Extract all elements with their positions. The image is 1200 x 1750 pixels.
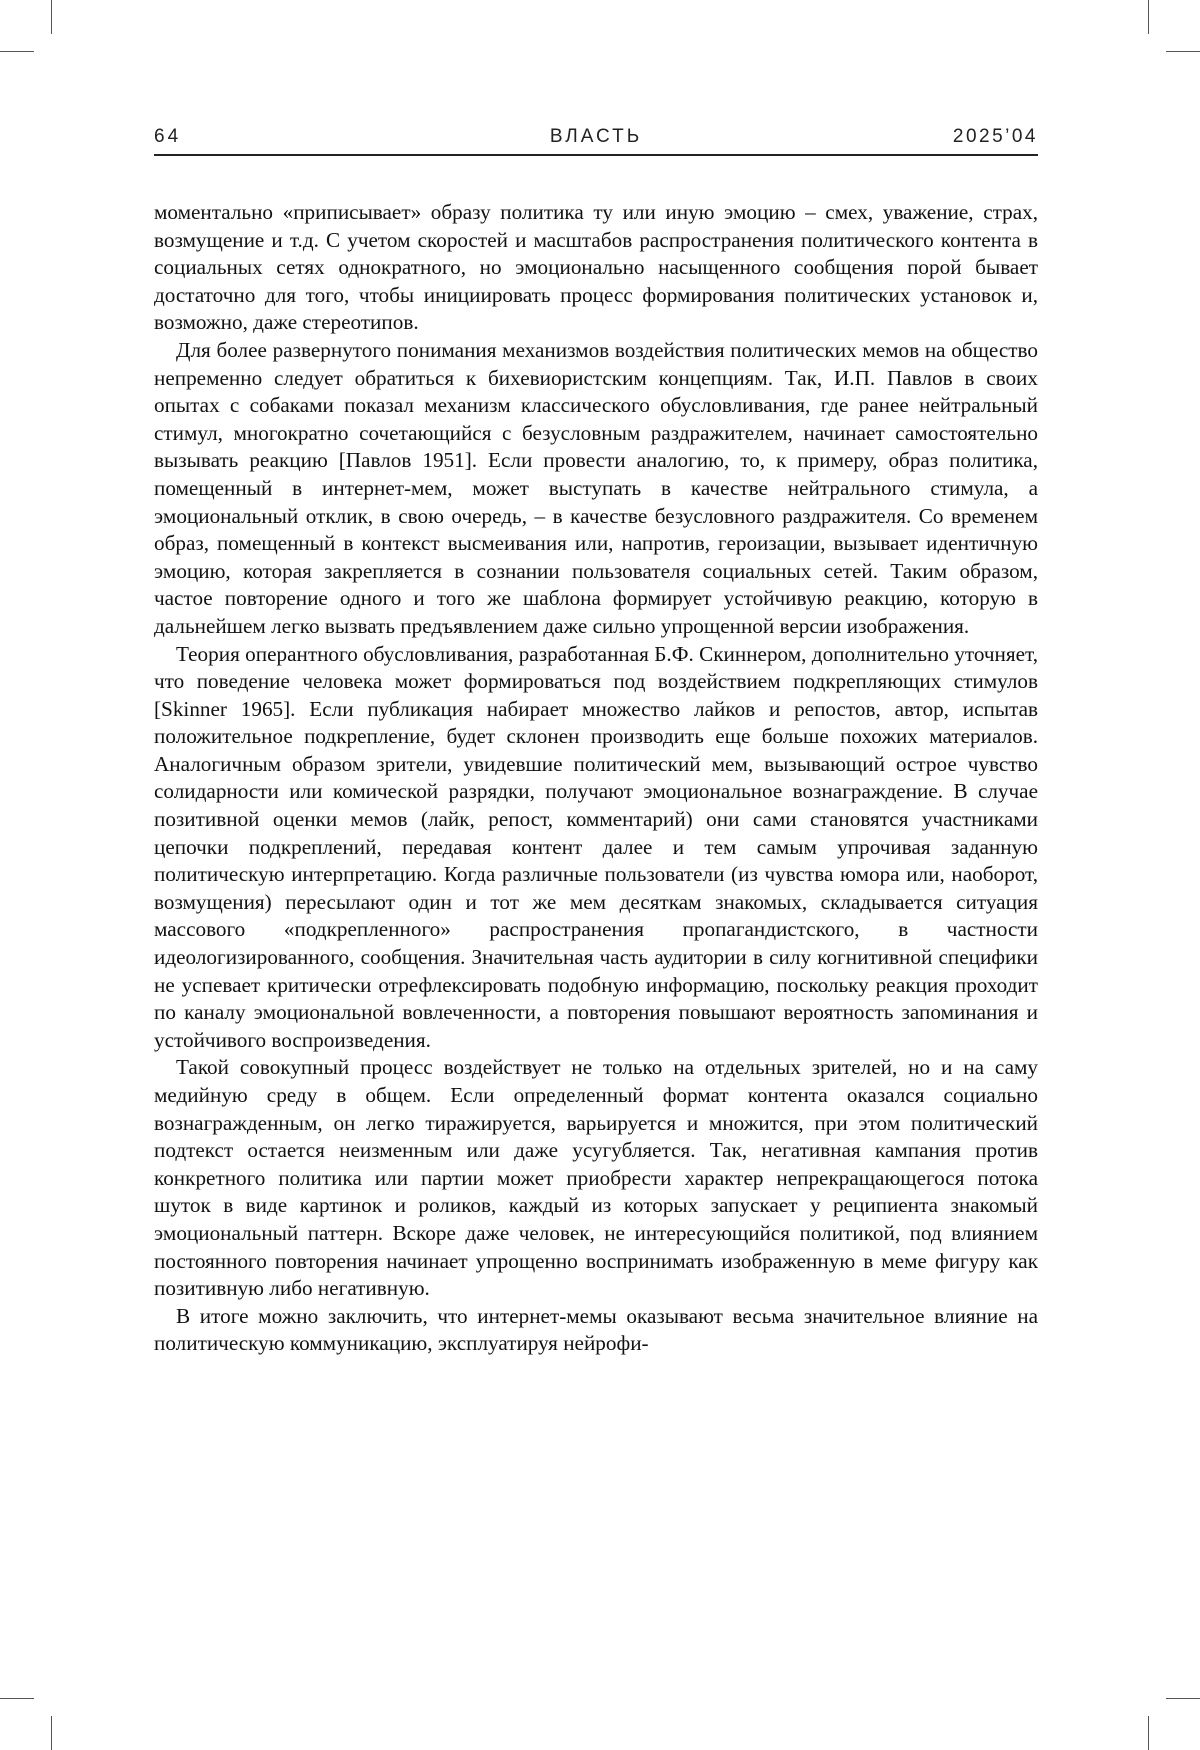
paragraph: Теория оперантного обусловливания, разработанная Б.Ф. Скиннером, дополнительно уточняет, что поведение человека может формироваться под воздействием подкрепляющих стимулов [Skinner 1965]. Если публикация набирает множество лайков и репостов, автор, испытав положительное подкрепление, будет склонен производить еще больше похожих материалов. Аналогичным образом зрители, увидевшие политический мем, вызывающий острое чувство солидарности или комической разрядки, получают эмоциональное вознаграждение. В случае позитивной оценки мемов (лайк, репост, комментарий) они сами становятся участниками цепочки подкреплений, передавая контент далее и тем самым упрочивая заданную политическую интерпретацию. Когда различные пользователи (из чувства юмора или, наоборот, возмущения) пересылают один и тот же мем десяткам знакомых, складывается ситуация массового «подкрепленного» распространения пропагандистского, в частности идеологизированного, сообщения. Значительная часть аудитории в силу когнитивной специфики не успевает критически отрефлексировать подобную информацию, поскольку реакция проходит по каналу эмоциональной вовлеченности, а повторения повышают вероятность запоминания и устойчивого воспроизведения.	[154, 641, 1038, 1055]
crop-mark-bottom-left-h	[0, 1698, 34, 1699]
crop-mark-top-right-h	[1166, 51, 1200, 52]
paragraph: В итоге можно заключить, что интернет-мемы оказывают весьма значительное влияние на политическую коммуникацию, эксплуатируя нейрофи-	[154, 1303, 1038, 1358]
crop-mark-top-left-h	[0, 51, 34, 52]
crop-mark-bottom-right	[1148, 1716, 1149, 1750]
page-number: 64	[154, 126, 181, 148]
article-body	[154, 199, 1038, 1358]
crop-mark-bottom-left	[51, 1716, 52, 1750]
crop-mark-bottom-right-h	[1166, 1698, 1200, 1699]
paragraph: Такой совокупный процесс воздействует не только на отдельных зрителей, но и на саму медийную среду в общем. Если определенный формат контента оказался социально вознагражденным, он легко тиражируется, варьируется и множится, при этом политический подтекст остается неизменным или даже усугубляется. Так, негативная кампания против конкретного политика или партии может приобрести характер непрекращающегося потока шуток в виде картинок и роликов, каждый из которых запускает у реципиента знакомый эмоциональный паттерн. Вскоре даже человек, не интересующийся политикой, под влиянием постоянного повторения начинает упрощенно воспринимать изображенную в меме фигуру как позитивную либо негативную.	[154, 1054, 1038, 1302]
issue-number: 2025’04	[953, 126, 1038, 148]
journal-title: ВЛАСТЬ	[154, 126, 1038, 148]
running-header	[154, 126, 1038, 156]
crop-mark-top-right	[1148, 0, 1149, 34]
crop-mark-top-left	[51, 0, 52, 34]
paragraph: моментально «приписывает» образу политика ту или иную эмоцию – смех, уважение, страх, возмущение и т.д. С учетом скоростей и масштабов распространения политического контента в социальных сетях однократного, но эмоционально насыщенного сообщения порой бывает достаточно для того, чтобы инициировать процесс формирования политических установок и, возможно, даже стереотипов.	[154, 199, 1038, 337]
paragraph: Для более развернутого понимания механизмов воздействия политических мемов на общество непременно следует обратиться к бихевиористским концепциям. Так, И.П. Павлов в своих опытах с собаками показал механизм классического обусловливания, где ранее нейтральный стимул, многократно сочетающийся с безусловным раздражителем, начинает самостоятельно вызывать реакцию [Павлов 1951]. Если провести аналогию, то, к примеру, образ политика, помещенный в интернет-мем, может выступать в качестве нейтрального стимула, а эмоциональный отклик, в свою очередь, – в качестве безусловного раздражителя. Со временем образ, помещенный в контекст высмеивания или, напротив, героизации, вызывает идентичную эмоцию, которая закрепляется в сознании пользователя социальных сетей. Таким образом, частое повторение одного и того же шаблона формирует устойчивую реакцию, которую в дальнейшем легко вызвать предъявлением даже сильно упрощенной версии изображения.	[154, 337, 1038, 641]
